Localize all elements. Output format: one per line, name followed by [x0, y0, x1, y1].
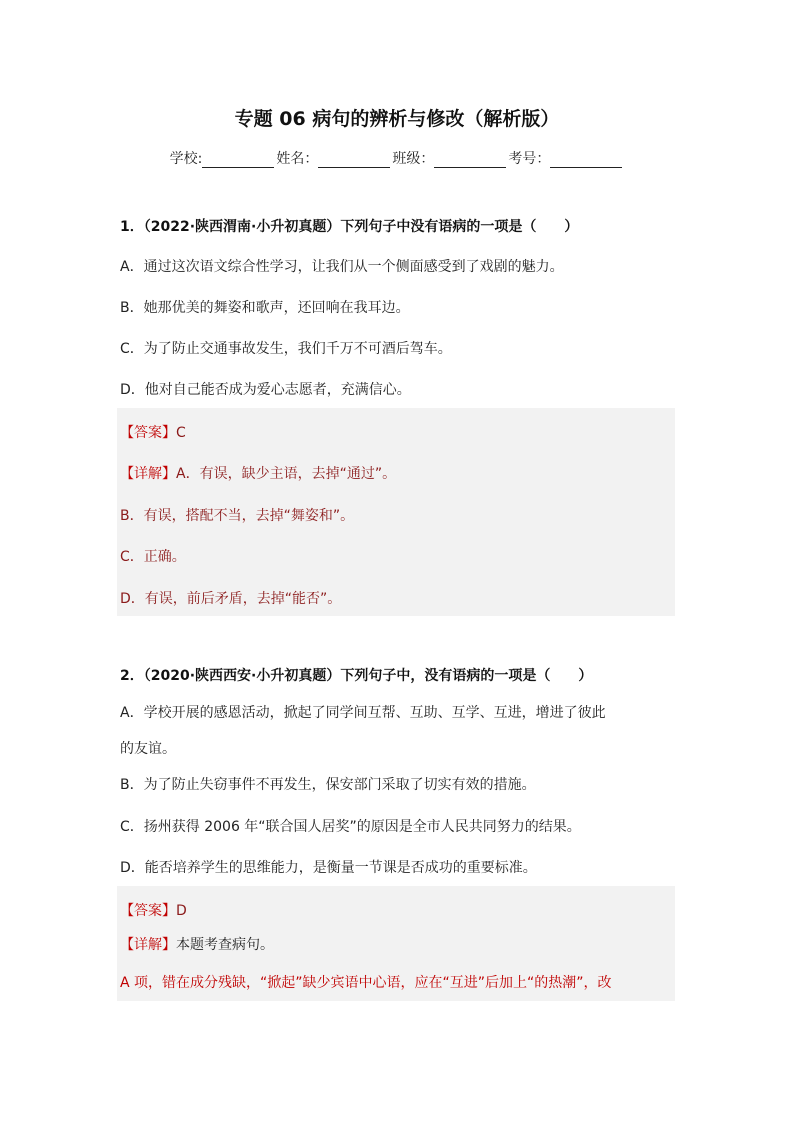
id-blank[interactable] [550, 153, 622, 168]
question-2-option-a: A．学校开展的感恩活动，掀起了同学间互帮、互助、互学、互进，增进了彼此 [120, 705, 606, 721]
question-2-option-b: B．为了防止失窃事件不再发生，保安部门采取了切实有效的措施。 [120, 777, 536, 793]
question-2-option-c: C．扬州获得 2006 年“联合国人居奖”的原因是全市人民共同努力的结果。 [120, 819, 581, 835]
detail-text: 本题考查病句。 [176, 937, 274, 953]
question-2-answer-line [120, 900, 187, 920]
student-info-line [0, 148, 794, 168]
question-1-option-c: C．为了防止交通事故发生，我们千万不可酒后驾车。 [120, 341, 452, 357]
question-1-detail-d: D．有误，前后矛盾，去掉“能否”。 [120, 591, 342, 607]
answer-value: C [176, 425, 186, 441]
detail-tag: 【详解】 [120, 937, 176, 953]
detail-text: A．有误，缺少主语，去掉“通过”。 [176, 466, 397, 482]
question-1-answer-box [117, 408, 675, 616]
question-1-detail-c: C．正确。 [120, 549, 186, 565]
question-1-stem: 1．（2022·陕西渭南·小升初真题）下列句子中没有语病的一项是（ ） [120, 219, 579, 235]
detail-text: A 项，错在成分残缺，“掀起”缺少宾语中心语，应在“互进”后加上“的热潮”，改 [120, 975, 612, 991]
question-2-option-d: D．能否培养学生的思维能力，是衡量一节课是否成功的重要标准。 [120, 860, 537, 876]
school-blank[interactable] [202, 153, 274, 168]
detail-tag: 【详解】 [120, 466, 176, 482]
question-1-answer-line [120, 422, 186, 442]
page-title: 专题 06 病句的辨析与修改（解析版） [234, 108, 560, 130]
answer-tag: 【答案】 [120, 425, 176, 441]
answer-tag: 【答案】 [120, 903, 176, 919]
name-blank[interactable] [318, 153, 390, 168]
question-1-option-a: A．通过这次语文综合性学习，让我们从一个侧面感受到了戏剧的魅力。 [120, 259, 564, 275]
question-2-detail-intro [120, 934, 274, 954]
question-1-option-d: D．他对自己能否成为爱心志愿者，充满信心。 [120, 382, 411, 398]
question-2-option-a-cont: 的友谊。 [120, 741, 176, 757]
school-label: 学校: [169, 151, 203, 167]
class-label: 班级： [392, 151, 435, 167]
question-2-answer-box [117, 886, 675, 1001]
id-label: 考号： [508, 151, 551, 167]
class-blank[interactable] [434, 153, 506, 168]
name-label: 姓名： [276, 151, 319, 167]
question-2-stem: 2．（2020·陕西西安·小升初真题）下列句子中，没有语病的一项是（ ） [120, 668, 593, 684]
question-1-option-b: B．她那优美的舞姿和歌声，还回响在我耳边。 [120, 300, 410, 316]
question-1-detail-a [120, 463, 396, 483]
question-1-detail-b: B．有误，搭配不当，去掉“舞姿和”。 [120, 508, 355, 524]
question-2-detail-a [120, 972, 612, 992]
answer-value: D [176, 903, 187, 919]
